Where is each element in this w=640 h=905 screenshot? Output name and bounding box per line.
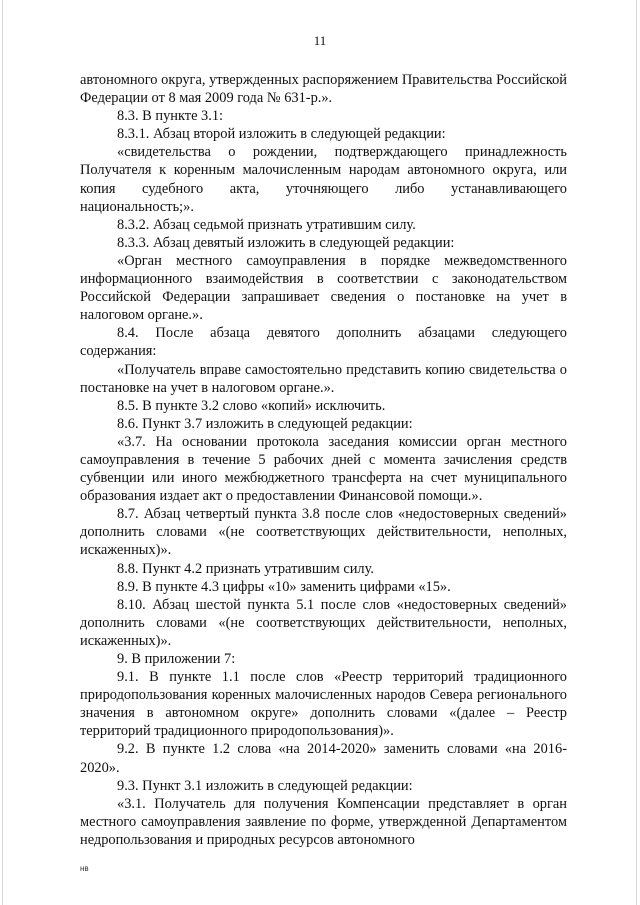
page-number: 11 — [313, 33, 327, 48]
paragraph: 8.6. Пункт 3.7 изложить в следующей редакции: — [117, 415, 413, 432]
paragraph: 8.7. Абзац четвертый пункта 3.8 после слов «недостоверных сведений» дополнить словами «(не соответствующих действительности, неполных, искаженных)». — [80, 506, 567, 559]
paragraph: «Орган местного самоуправления в порядке межведомственного информационного взаимодействия в соответствии с законодательством Российской Федерации запрашивает сведения о постановке на учет в налоговом органе.». — [80, 252, 567, 324]
paragraph: 8.4. После абзаца девятого дополнить абзацами следующего содержания: — [80, 325, 567, 360]
scan-left-edge — [2, 0, 3, 905]
paragraph: 8.3. В пункте 3.1: — [117, 108, 224, 125]
paragraph: «свидетельства о рождении, подтверждающего принадлежность Получателя к коренным малочисленным народам автономного округа, или копия судебного акта, уточняющего либо устанавливающего национальность;». — [80, 144, 567, 215]
paragraph: 8.5. В пункте 3.2 слово «копий» исключить. — [117, 397, 386, 414]
paragraph: 9. В приложении 7: — [117, 651, 236, 667]
paragraph: 9.3. Пункт 3.1 изложить в следующей редакции: — [117, 777, 413, 794]
paragraph: 9.1. В пункте 1.1 после слов «Реестр территорий традиционного природопользования коренных малочисленных народов Севера регионального значения в автономном округе» дополнить словами «(далее – Реестр территорий традиционного природопользования)». — [80, 669, 567, 740]
paragraph: автономного округа, утвержденных распоряжением Правительства Российской Федерации от 8 мая 2009 года № 631-р.». — [80, 72, 567, 107]
paragraph: 9.2. В пункте 1.2 слова «на 2014-2020» заменить словами «на 2016-2020». — [80, 741, 567, 776]
paragraph: «3.7. На основании протокола заседания комиссии орган местного самоуправления в течение 5 рабочих дней с момента зачисления средств субвенции или иного межбюджетного трансферта на счет муниципального образования издает акт о предоставлении Финансовой помощи.». — [80, 433, 567, 505]
paragraph: 8.10. Абзац шестой пункта 5.1 после слов «недостоверных сведений» дополнить словами «(не соответствующих действительности, неполных, искаженных)». — [80, 596, 567, 649]
paragraph: «3.1. Получатель для получения Компенсации представляет в орган местного самоуправления заявление по форме, утвержденной Департаментом недропользования и природных ресурсов автономного — [80, 795, 567, 848]
paragraph: 8.8. Пункт 4.2 признать утратившим силу. — [117, 560, 374, 577]
paragraph: 8.9. В пункте 4.3 цифры «10» заменить цифрами «15». — [117, 578, 451, 595]
paragraph: 8.3.3. Абзац девятый изложить в следующей редакции: — [117, 234, 455, 251]
footer-mark: нв — [80, 864, 89, 873]
scan-right-edge — [636, 0, 637, 905]
paragraph: «Получатель вправе самостоятельно представить копию свидетельства о постановке на учет в налоговом органе.». — [80, 361, 567, 396]
document-body — [80, 71, 567, 849]
paragraph: 8.3.1. Абзац второй изложить в следующей редакции: — [117, 126, 446, 143]
paragraph: 8.3.2. Абзац седьмой признать утратившим силу. — [117, 216, 416, 233]
